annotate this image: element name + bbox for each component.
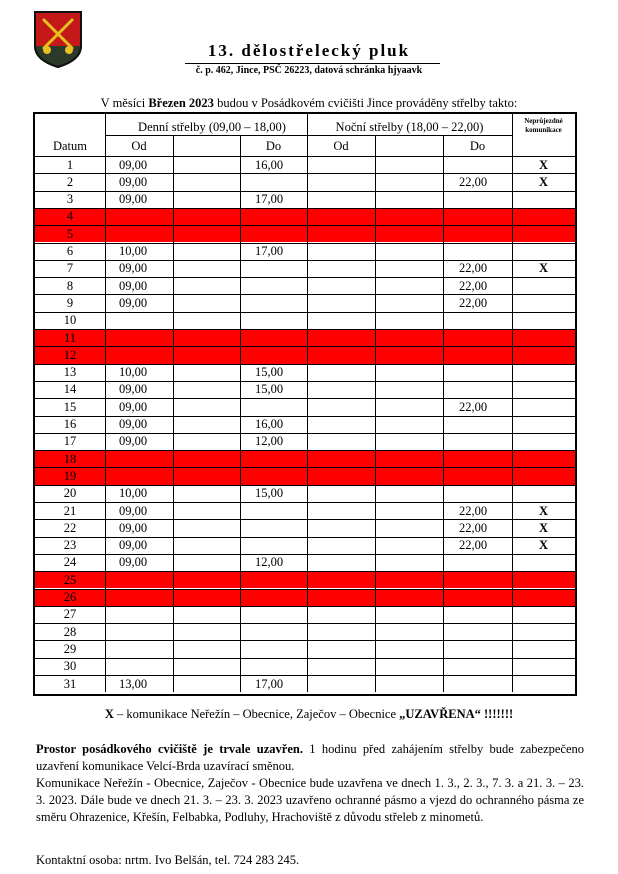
- header-impassable-line1: Neprůjezdné: [524, 117, 563, 125]
- cell-day-from: 10,00: [119, 365, 148, 380]
- legend-text: – komunikace Neřežín – Obecnice, Zaječov – Obecnice: [113, 707, 400, 721]
- col-divider: [443, 135, 444, 692]
- cell-night-to: 22,00: [459, 261, 488, 276]
- cell-day-to: 17,00: [255, 676, 284, 691]
- cell-date: 30: [63, 659, 77, 674]
- cell-date: 27: [63, 607, 77, 622]
- cell-date: 14: [63, 382, 77, 397]
- cell-night-to: 22,00: [459, 174, 488, 189]
- row-divider: [35, 346, 575, 347]
- cell-impassable-mark: X: [538, 174, 549, 189]
- header-day-firing: Denní střelby (09,00 – 18,00): [138, 120, 286, 134]
- intro-post: budou v Posádkovém cvičišti Jince prováděny střelby takto:: [213, 96, 518, 110]
- cell-night-to: 22,00: [459, 399, 488, 414]
- row-divider: [35, 208, 575, 209]
- intro-text: [0, 96, 618, 111]
- row-divider: [35, 589, 575, 590]
- cell-date: 7: [66, 261, 74, 276]
- cell-date: 9: [66, 295, 74, 310]
- row-divider: [35, 173, 575, 174]
- cell-day-to: 16,00: [255, 157, 284, 172]
- row-divider: [35, 640, 575, 641]
- header-night-from: Od: [333, 139, 349, 153]
- cell-impassable-mark: X: [538, 157, 549, 172]
- row-divider: [35, 433, 575, 434]
- intro-pre: V měsíci: [100, 96, 149, 110]
- cell-night-to: 22,00: [459, 520, 488, 535]
- closed-day-row: [35, 467, 575, 484]
- cell-date: 1: [66, 157, 74, 172]
- row-divider: [35, 675, 575, 676]
- note-paragraph-1: [36, 741, 584, 775]
- row-divider: [35, 467, 575, 468]
- row-divider: [35, 450, 575, 451]
- closed-day-row: [35, 450, 575, 467]
- row-divider: [35, 381, 575, 382]
- row-divider: [35, 225, 575, 226]
- page-subtitle: č. p. 462, Jince, PSČ 26223, datová schránka hjyaavk: [195, 65, 423, 76]
- row-divider: [35, 571, 575, 572]
- cell-date: 10: [63, 313, 77, 328]
- cell-date: 24: [63, 555, 77, 570]
- col-divider: [105, 114, 106, 692]
- cell-day-to: 16,00: [255, 417, 284, 431]
- cell-date: 31: [63, 676, 77, 691]
- row-divider: [35, 364, 575, 365]
- cell-date: 26: [63, 590, 77, 604]
- cell-day-from: 09,00: [119, 157, 148, 172]
- row-divider: [35, 191, 575, 192]
- cell-date: 13: [63, 365, 77, 380]
- header-night-firing: Noční střelby (18,00 – 22,00): [335, 120, 484, 134]
- cell-day-from: 09,00: [119, 295, 148, 310]
- row-divider: [35, 294, 575, 295]
- row-divider: [35, 519, 575, 520]
- note-p1-rest: 1 hodinu před zahájením střelby bude zabezpečeno uzavření komunikace Velcí-Brda uzavírací směnou.: [36, 742, 585, 773]
- header-day-to: Do: [265, 139, 282, 153]
- cell-date: 11: [63, 330, 77, 345]
- cell-day-from: 09,00: [119, 174, 148, 189]
- cell-date: 3: [66, 192, 74, 207]
- cell-day-to: 17,00: [255, 192, 284, 207]
- cell-day-from: 10,00: [119, 244, 148, 258]
- cell-day-to: 12,00: [255, 555, 284, 570]
- row-divider: [35, 329, 575, 330]
- cell-day-from: 09,00: [119, 278, 148, 293]
- cell-night-to: 22,00: [459, 295, 488, 310]
- cell-date: 8: [66, 278, 74, 293]
- notes: [36, 741, 584, 826]
- cell-day-from: 09,00: [119, 192, 148, 207]
- contact-line: Kontaktní osoba: nrtm. Ivo Belšán, tel. 724 283 245.: [36, 853, 300, 867]
- row-divider: [35, 623, 575, 624]
- cell-date: 4: [66, 209, 74, 224]
- cell-day-to: 12,00: [255, 434, 284, 449]
- cell-date: 12: [63, 347, 77, 362]
- col-divider: [307, 114, 308, 692]
- header-day-from: Od: [131, 139, 147, 153]
- cell-day-from: 09,00: [119, 520, 148, 535]
- row-divider: [35, 312, 575, 313]
- cell-date: 17: [63, 434, 77, 449]
- legend: [0, 707, 618, 722]
- row-divider: [35, 243, 575, 244]
- cell-day-to: 15,00: [255, 382, 284, 397]
- cell-date: 22: [63, 520, 77, 535]
- cell-day-to: 15,00: [255, 486, 284, 501]
- header-night-to: Do: [469, 139, 486, 153]
- cell-day-from: 09,00: [119, 538, 148, 553]
- closed-day-row: [35, 571, 575, 588]
- closed-day-row: [35, 329, 575, 346]
- row-divider: [35, 260, 575, 261]
- firing-schedule-table: [33, 112, 577, 696]
- cell-date: 2: [66, 174, 74, 189]
- cell-impassable-mark: X: [538, 538, 549, 553]
- cell-impassable-mark: X: [538, 520, 549, 535]
- cell-day-from: 09,00: [119, 417, 148, 431]
- col-divider: [240, 135, 241, 692]
- col-divider: [375, 135, 376, 692]
- closed-day-row: [35, 346, 575, 363]
- intro-month: Březen 2023: [148, 96, 214, 110]
- col-divider: [512, 114, 513, 692]
- header-impassable-line2: komunikace: [525, 126, 562, 134]
- header-divider: [105, 135, 512, 136]
- note-paragraph-2: Komunikace Neřežín - Obecnice, Zaječov - Obecnice bude uzavřena ve dnech 1. 3., 2. 3., 7. 3. a 21. 3. – 23. 3. 2023. Dále bude ve dnech 21. 3. – 23. 3. 2023 uzavřeno ochranné pásmo a vjezd do ochranného pásma ze směru Ohrazenice, Křešín, Felbabka, Podluhy, Hrachoviště z důvodu střeleb z minometů.: [36, 776, 584, 824]
- closed-day-row: [35, 589, 575, 606]
- cell-date: 6: [66, 244, 74, 258]
- cell-day-from: 10,00: [119, 486, 148, 501]
- row-divider: [35, 606, 575, 607]
- page-title: 13. dělostřelecký pluk: [207, 41, 411, 60]
- row-divider: [35, 658, 575, 659]
- cell-date: 28: [63, 624, 77, 639]
- legend-closed-word: „UZAVŘENA“: [399, 707, 481, 721]
- cell-date: 16: [63, 417, 77, 431]
- header-impassable-roads: [512, 117, 575, 135]
- row-divider: [35, 398, 575, 399]
- cell-date: 23: [63, 538, 77, 553]
- legend-x: X: [104, 707, 114, 721]
- cell-date: 21: [63, 503, 77, 518]
- header-date: Datum: [52, 139, 88, 153]
- legend-exclamation: !!!!!!!: [480, 707, 514, 721]
- cell-night-to: 22,00: [459, 503, 488, 518]
- cell-day-to: 17,00: [255, 244, 284, 258]
- row-divider: [35, 156, 575, 157]
- cell-night-to: 22,00: [459, 278, 488, 293]
- cell-date: 19: [63, 468, 77, 483]
- cell-day-from: 13,00: [119, 676, 148, 691]
- cell-date: 18: [63, 451, 77, 466]
- cell-day-to: 15,00: [255, 365, 284, 380]
- cell-day-from: 09,00: [119, 382, 148, 397]
- cell-date: 25: [63, 572, 77, 587]
- cell-date: 5: [66, 226, 74, 241]
- row-divider: [35, 485, 575, 486]
- title-divider: [185, 63, 440, 64]
- row-divider: [35, 554, 575, 555]
- cell-date: 29: [63, 641, 77, 656]
- row-divider: [35, 416, 575, 417]
- closed-day-row: [35, 208, 575, 225]
- cell-impassable-mark: X: [538, 261, 549, 276]
- note-bold-lead: Prostor posádkového cvičiště je trvale uzavřen.: [36, 742, 303, 756]
- cell-day-from: 09,00: [119, 434, 148, 449]
- cell-date: 20: [63, 486, 77, 501]
- cell-day-from: 09,00: [119, 555, 148, 570]
- cell-day-from: 09,00: [119, 503, 148, 518]
- cell-day-from: 09,00: [119, 399, 148, 414]
- cell-night-to: 22,00: [459, 538, 488, 553]
- cell-impassable-mark: X: [538, 503, 549, 518]
- row-divider: [35, 537, 575, 538]
- col-divider: [173, 135, 174, 692]
- cell-date: 15: [63, 399, 77, 414]
- cell-day-from: 09,00: [119, 261, 148, 276]
- row-divider: [35, 502, 575, 503]
- closed-day-row: [35, 225, 575, 242]
- row-divider: [35, 277, 575, 278]
